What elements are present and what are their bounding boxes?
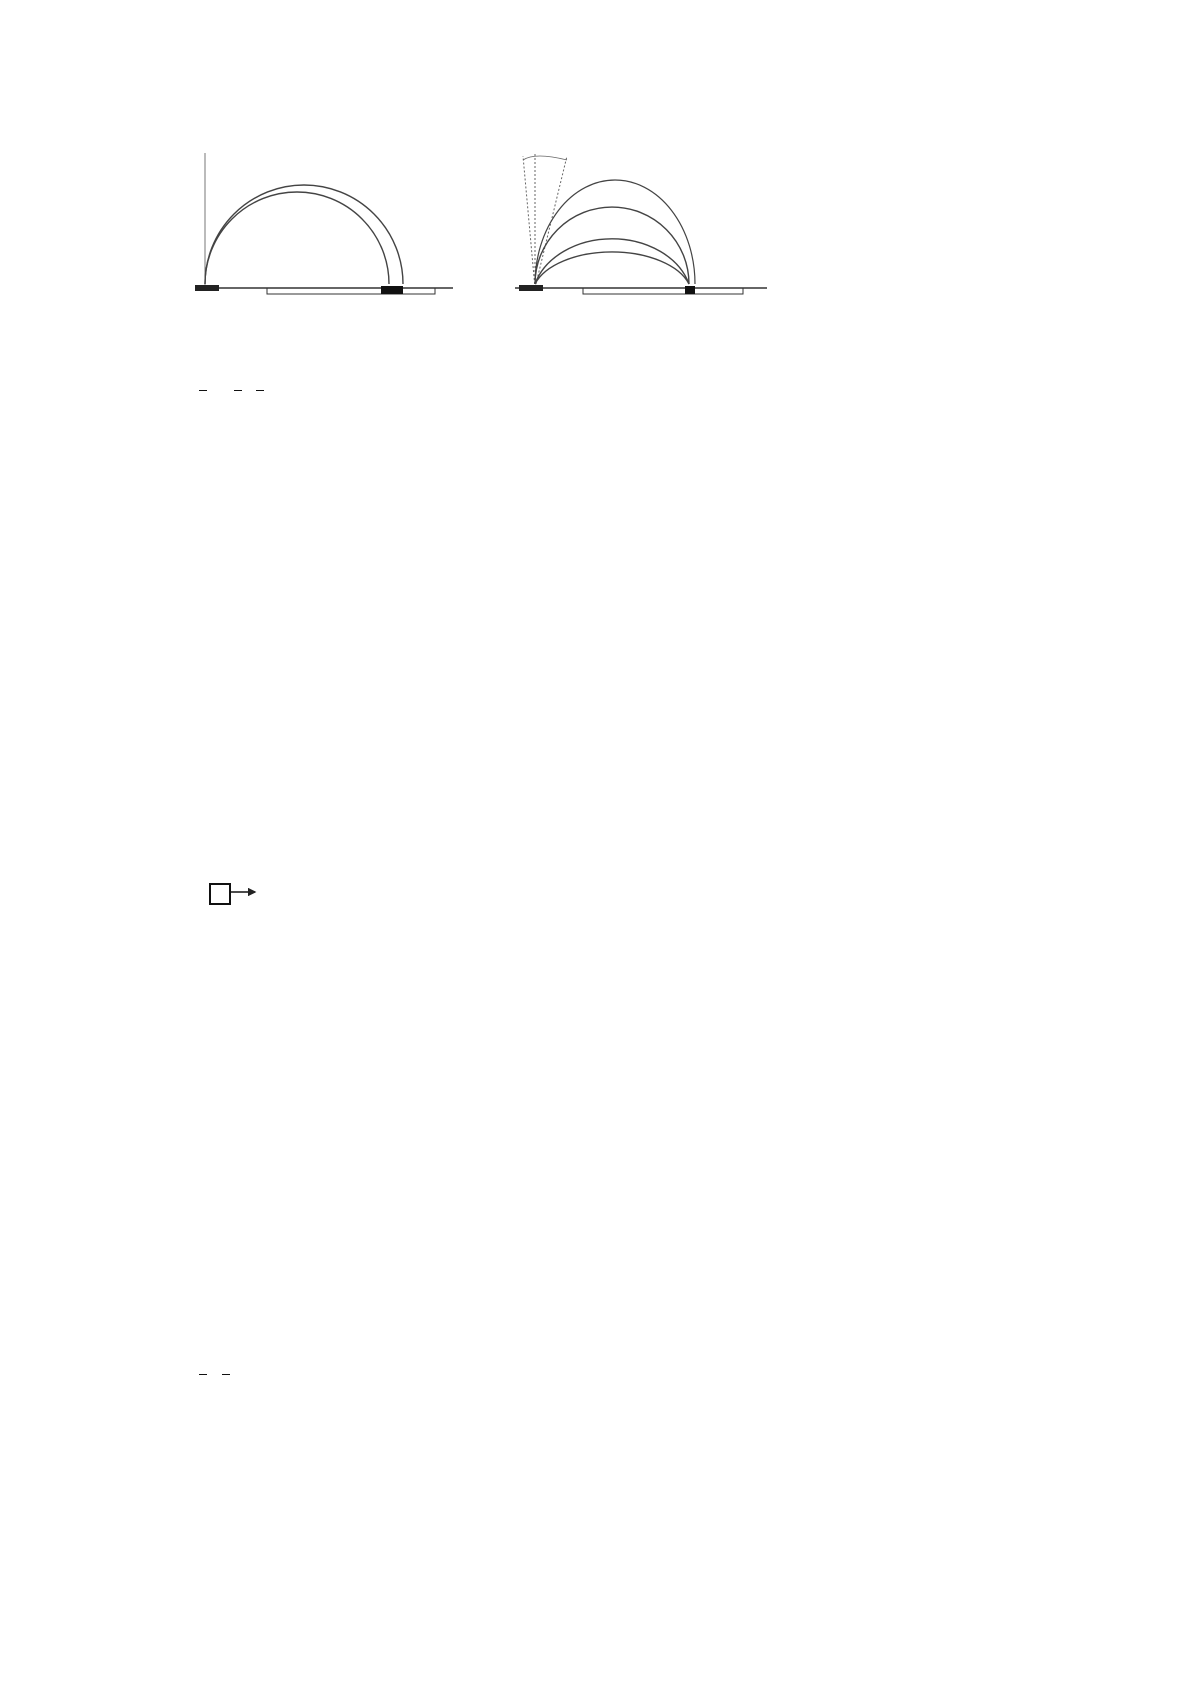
- eq-half-2-den: [222, 1375, 230, 1377]
- eq-half-1: [199, 1372, 207, 1377]
- answer-fraction-3: [256, 388, 264, 393]
- answer-fraction-1: [199, 388, 207, 393]
- answer-fraction-3-denominator: [256, 391, 264, 393]
- answer-fraction-2: [234, 388, 242, 393]
- answer-fraction-1-denominator: [199, 391, 207, 393]
- coil-square: [210, 884, 230, 904]
- answer-line: [195, 345, 268, 437]
- answer-fraction-2-denominator: [234, 391, 242, 393]
- figure-2-trajectory: [505, 148, 780, 323]
- figure-1-trajectory: [195, 148, 470, 323]
- figure-3-magnetic-strips: [195, 822, 565, 1017]
- eq-half-1-den: [199, 1375, 207, 1377]
- eq-half-2: [222, 1372, 230, 1377]
- fenxi-line-5: [195, 1328, 234, 1420]
